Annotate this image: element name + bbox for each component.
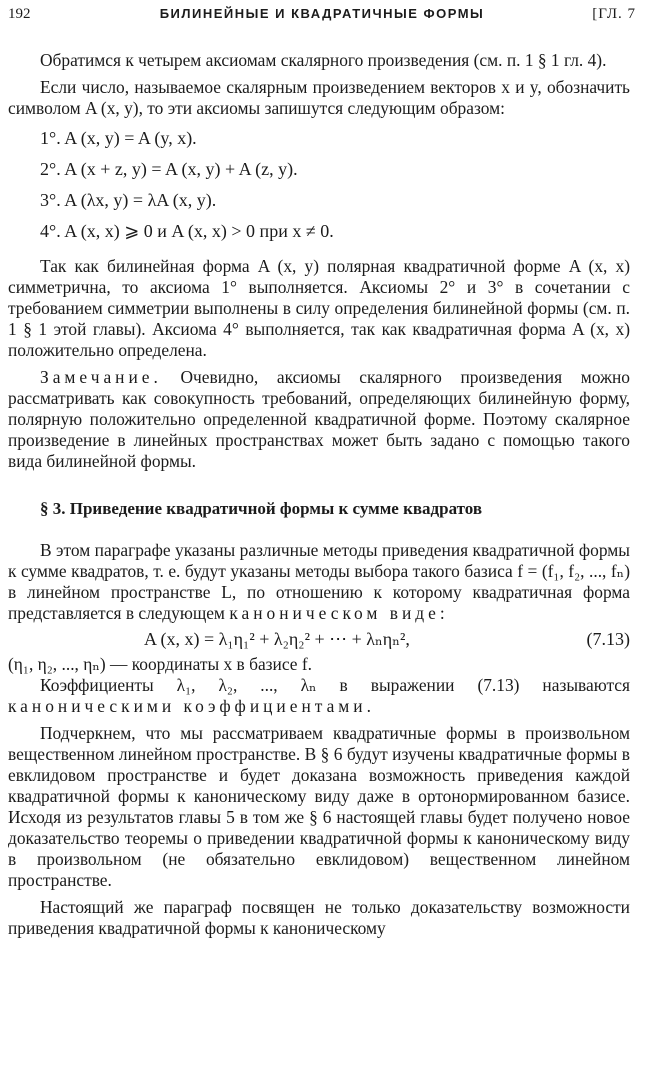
axiom-list	[8, 128, 630, 242]
paragraph-remark	[8, 367, 630, 472]
methods-text: В этом параграфе указаны различные методы приведения квадратичной формы к сумме квадратов, т. е. будут указаны методы выбора такого базиса f = (f₁, f₂, ..., fₙ) в линейном пространстве L, по отношению к которому квадратичная форма представляется в следующем	[8, 540, 630, 623]
page-number: 192	[8, 6, 31, 22]
chapter-marker: [ГЛ. 7	[592, 6, 636, 22]
paragraph-coordinates: (η₁, η₂, ..., ηₙ) — координаты x в базисе f.	[8, 654, 312, 674]
canonical-coefficients-term: каноническими коэффициентами.	[8, 696, 375, 716]
equation-number: (7.13)	[586, 629, 630, 649]
axiom-3: 3°. A (λx, y) = λA (x, y).	[40, 190, 217, 210]
axiom-1: 1°. A (x, y) = A (y, x).	[40, 128, 197, 148]
remark-label: Замечание.	[40, 367, 162, 387]
remark-text: Очевидно, аксиомы скалярного произведения можно рассматривать как совокупность требований, определяющих билинейную форму, полярную положительно определенной квадратичной форме. Поэтому скалярное произведение в линейных пространствах может быть задано с помощью такого вида билинейной формы.	[8, 367, 630, 471]
equation-7-13	[8, 624, 630, 654]
paragraph-axioms-intro: Обратимся к четырем аксиомам скалярного произведения (см. п. 1 § 1 гл. 4).	[40, 50, 607, 70]
canonical-form-term: каноническом виде:	[229, 603, 449, 623]
coefficients-text: Коэффициенты λ₁, λ₂, ..., λₙ в выражении (7.13) называются	[40, 675, 630, 695]
axiom-2: 2°. A (x + z, y) = A (x, y) + A (z, y).	[40, 159, 298, 179]
section-heading: § 3. Приведение квадратичной формы к сумме квадратов	[40, 499, 483, 518]
paragraph-purpose: Настоящий же параграф посвящен не только доказательству возможности приведения квадратичной формы к каноническому	[8, 897, 630, 938]
equation-formula: A (x, x) = λ₁η₁² + λ₂η₂² + ⋯ + λₙηₙ²,	[144, 629, 410, 649]
page-body	[8, 50, 630, 939]
paragraph-notation: Если число, называемое скалярным произведением векторов x и y, обозначить символом A (x, y), то эти аксиомы запишутся следующим образом:	[8, 77, 630, 118]
axiom-4: 4°. A (x, x) ⩾ 0 и A (x, x) > 0 при x ≠ 0.	[40, 221, 334, 241]
paragraph-coefficients	[8, 675, 630, 717]
paragraph-symmetry: Так как билинейная форма A (x, y) полярная квадратичной форме A (x, x) симметрична, то аксиома 1° выполняется. Аксиомы 2° и 3° в сочетании с требованием симметрии выполнены в силу определения билинейной формы (см. п. 1 § 1 этой главы). Аксиома 4° выполняется, так как квадратичная форма A (x, x) положительно определена.	[8, 256, 630, 360]
paragraph-methods	[8, 540, 630, 624]
page-header	[8, 6, 636, 28]
running-title: БИЛИНЕЙНЫЕ И КВАДРАТИЧНЫЕ ФОРМЫ	[159, 6, 485, 21]
paragraph-emphasis: Подчеркнем, что мы рассматриваем квадратичные формы в произвольном вещественном линейном пространстве. В § 6 будут изучены квадратичные формы в евклидовом пространстве и будет доказана возможность приведения каждой квадратичной формы к каноническому виду даже в ортонормированном базисе. Исходя из результатов главы 5 в том же § 6 настоящей главы будет получено новое доказательство теоремы о приведении квадратичной формы к каноническому виду в произвольном (не обязательно евклидовом) вещественном линейном пространстве.	[8, 723, 630, 890]
